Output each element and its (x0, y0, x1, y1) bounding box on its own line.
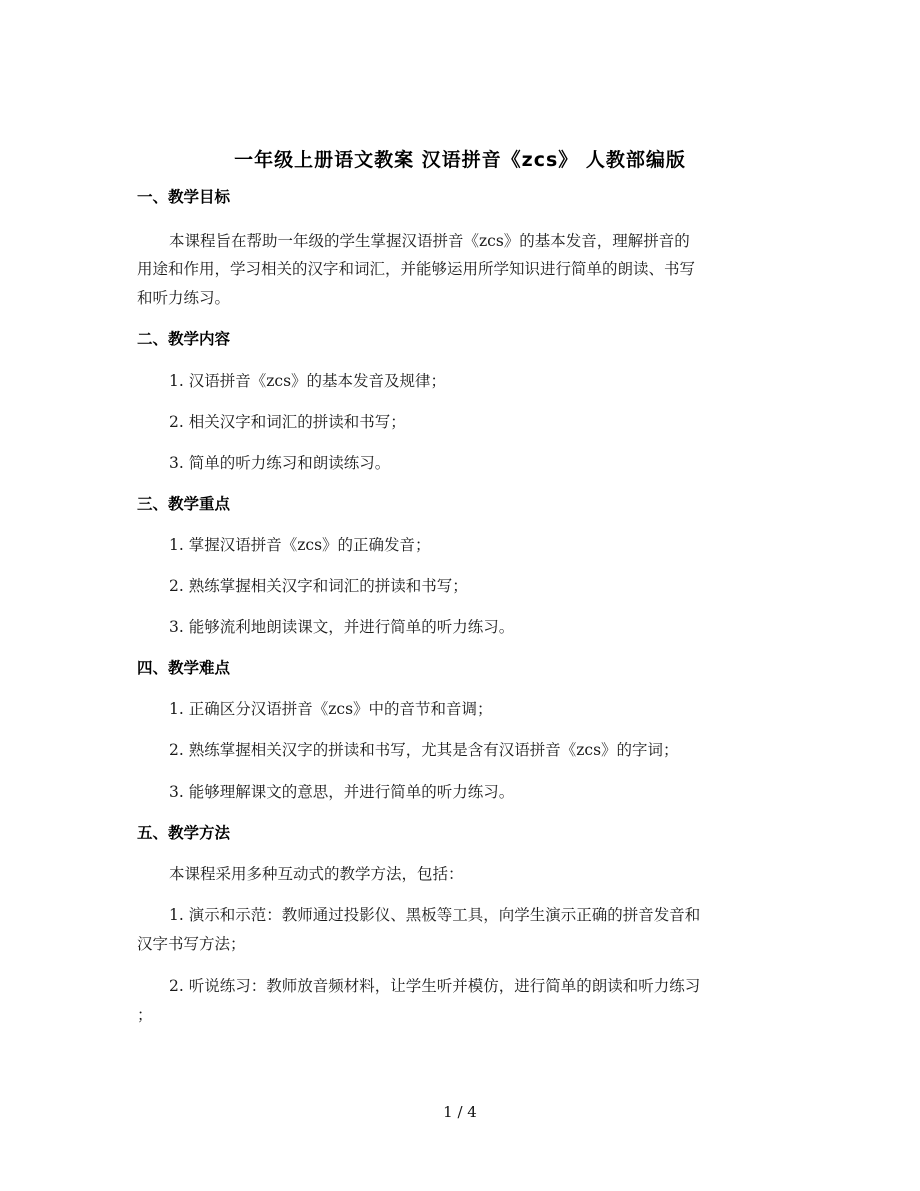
list-item: 2. 听说练习：教师放音频材料，让学生听并模仿，进行简单的朗读和听力练习 (169, 977, 701, 995)
list-item: 2. 相关汉字和词汇的拼读和书写； (169, 413, 406, 431)
paragraph-line: 用途和作用，学习相关的汉字和词汇，并能够运用所学知识进行简单的朗读、书写 (137, 260, 696, 278)
paragraph-line: 本课程旨在帮助一年级的学生掌握汉语拼音《zcs》的基本发音，理解拼音的 (169, 232, 690, 250)
list-item: 3. 能够理解课文的意思，并进行简单的听力练习。 (169, 783, 515, 801)
document-title: 一年级上册语文教案 汉语拼音《zcs》 人教部编版 (234, 149, 686, 171)
paragraph-line: 本课程采用多种互动式的教学方法，包括： (169, 865, 464, 883)
page-indicator: 1 / 4 (443, 1103, 477, 1121)
section-heading-key-points: 三、教学重点 (137, 495, 231, 513)
list-item: 1. 掌握汉语拼音《zcs》的正确发音； (169, 536, 431, 554)
list-item: 2. 熟练掌握相关汉字的拼读和书写，尤其是含有汉语拼音《zcs》的字词； (169, 741, 679, 759)
paragraph-line: 和听力练习。 (137, 289, 231, 307)
section-heading-methods: 五、教学方法 (137, 824, 231, 842)
section-heading-difficulties: 四、教学难点 (137, 659, 231, 677)
list-item: 1. 正确区分汉语拼音《zcs》中的音节和音调； (169, 700, 493, 718)
section-heading-objectives: 一、教学目标 (137, 188, 231, 206)
list-item: 1. 汉语拼音《zcs》的基本发音及规律； (169, 372, 447, 390)
section-heading-content: 二、教学内容 (137, 330, 231, 348)
list-item-continuation: ； (137, 1006, 153, 1024)
list-item: 2. 熟练掌握相关汉字和词汇的拼读和书写； (169, 577, 468, 595)
list-item: 3. 简单的听力练习和朗读练习。 (169, 454, 391, 472)
list-item-continuation: 汉字书写方法； (137, 935, 246, 953)
list-item: 3. 能够流利地朗读课文，并进行简单的听力练习。 (169, 618, 515, 636)
list-item: 1. 演示和示范：教师通过投影仪、黑板等工具，向学生演示正确的拼音发音和 (169, 906, 701, 924)
